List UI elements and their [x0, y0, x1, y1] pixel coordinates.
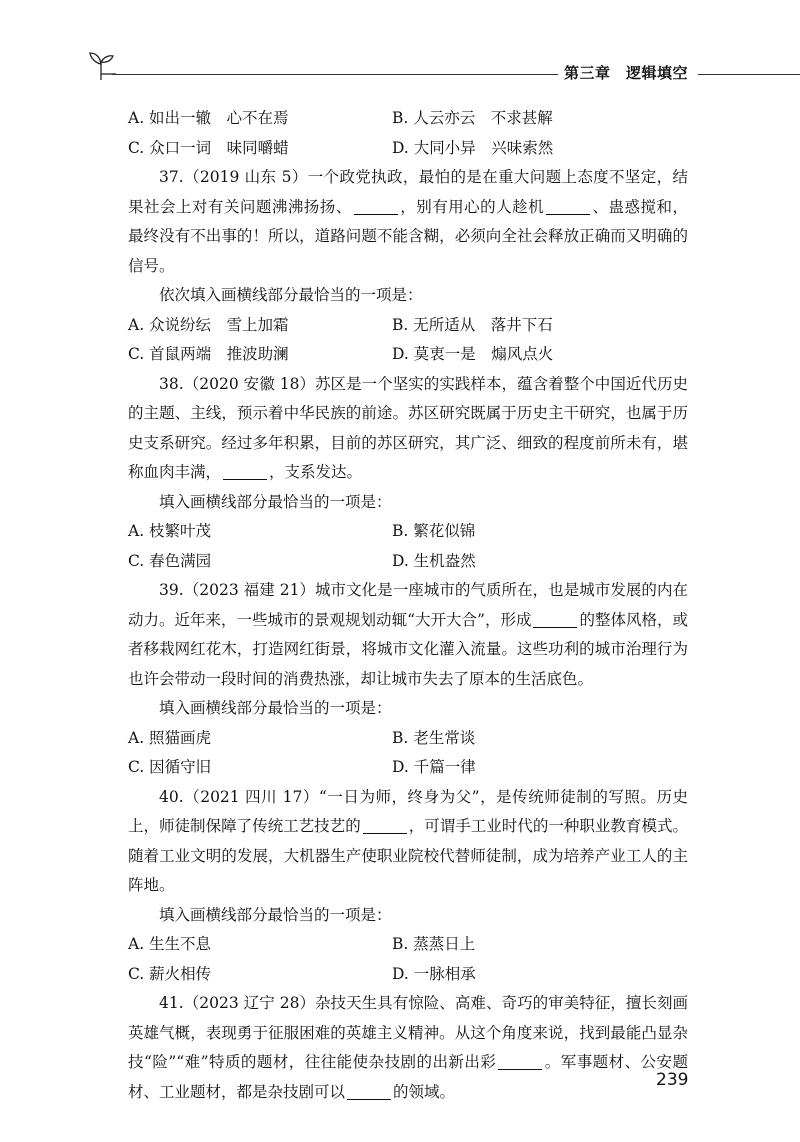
answer-blank: [363, 818, 407, 835]
sprout-icon: [86, 50, 116, 82]
chapter-title: 第三章 逻辑填空: [564, 64, 689, 82]
option-b: B. 繁花似锦: [392, 522, 476, 540]
option-c: C. 众口一词 味同嚼蜡: [128, 138, 289, 157]
q39-options: [128, 724, 688, 783]
option-c: C. 首鼠两端 推波助澜: [128, 345, 289, 363]
question-40: 40.（2021 四川 17）“一日为师，终身为父”，是传统师徒制的写照。历史上，师徒制保障了传统工艺技艺的 ，可谓手工业时代的一种职业教育模式。随着工业文明的发展，大机器生产使职业院校代替师徒制，成为培养产业工人的主阵地。: [128, 787, 688, 894]
option-d: D. 莫衷一是 煽风点火: [392, 345, 554, 363]
option-d: D. 生机盎然: [392, 551, 476, 570]
page-number: 239: [656, 1070, 689, 1090]
question-37: 37.（2019 山东 5）一个政党执政，最怕的是在重大问题上态度不坚定，结果社会上对有关问题沸沸扬扬、 ，别有用心的人趁机 、蛊惑搅和，最终没有不出事的！所以，道路问题不能含糊，必须向全社会释放正确而又明确的信号。: [128, 168, 688, 275]
option-a: A. 众说纷纭 雪上加霜: [128, 315, 289, 334]
question-prompt: 填入画横线部分最恰当的一项是：: [159, 905, 392, 924]
q40-options: [128, 930, 688, 989]
option-c: C. 春色满园: [128, 551, 212, 570]
running-header: [86, 50, 800, 90]
option-b: B. 蒸蒸日上: [392, 935, 476, 953]
answer-blank: [347, 1083, 391, 1100]
option-a: A. 生生不息: [128, 935, 212, 953]
header-rule: [112, 74, 558, 75]
option-d: D. 大同小异 兴味索然: [392, 138, 554, 157]
option-b: B. 无所适从 落井下石: [392, 315, 553, 334]
answer-blank: [223, 464, 267, 481]
option-d: D. 一脉相承: [392, 964, 476, 983]
q38-options: [128, 517, 688, 576]
question-prompt: 依次填入画横线部分最恰当的一项是：: [159, 286, 423, 304]
answer-blank: [546, 198, 590, 215]
option-c: C. 因循守旧: [128, 758, 212, 776]
option-a: A. 照猫画虎: [128, 728, 212, 747]
page-content: [128, 104, 688, 1107]
answer-blank: [533, 611, 577, 628]
option-c: C. 薪火相传: [128, 964, 212, 983]
option-a: A. 如出一辙 心不在焉: [128, 109, 289, 127]
option-b: B. 人云亦云 不求甚解: [392, 109, 553, 127]
option-b: B. 老生常谈: [392, 728, 476, 747]
q36-options: [128, 104, 688, 163]
answer-blank: [354, 198, 398, 215]
question-41: 41.（2023 辽宁 28）杂技天生具有惊险、高难、奇巧的审美特征，擅长刻画英雄气概，表现勇于征服困难的英雄主义精神。从这个角度来说，找到最能凸显杂技“险”“难”特质的题材，往往能使杂技剧的出新出彩 。军事题材、公安题材、工业题材，都是杂技剧可以 的领域。: [128, 994, 688, 1101]
question-39: 39.（2023 福建 21）城市文化是一座城市的气质所在，也是城市发展的内在动力。近年来，一些城市的景观规划动辄“大开大合”，形成 的整体风格，或者移栽网红花木，打造网红街景，将城市文化灌入流量。这些功利的城市治理行为也许会带动一段时间的消费热涨，却让城市失去了原本的生活底色。: [128, 581, 688, 688]
question-prompt: 填入画横线部分最恰当的一项是：: [159, 699, 392, 717]
question-prompt: 填入画横线部分最恰当的一项是：: [159, 492, 392, 511]
option-d: D. 千篇一律: [392, 758, 476, 776]
answer-blank: [498, 1054, 542, 1071]
header-rule: [698, 74, 800, 75]
q37-options: [128, 311, 688, 370]
option-a: A. 枝繁叶茂: [128, 522, 212, 540]
question-38: 38.（2020 安徽 18）苏区是一个坚实的实践样本，蕴含着整个中国近代历史的主题、主线，预示着中华民族的前途。苏区研究既属于历史主干研究，也属于历史支系研究。经过多年积累，目前的苏区研究，其广泛、细致的程度前所未有，堪称血肉丰满， ，支系发达。: [128, 374, 688, 481]
